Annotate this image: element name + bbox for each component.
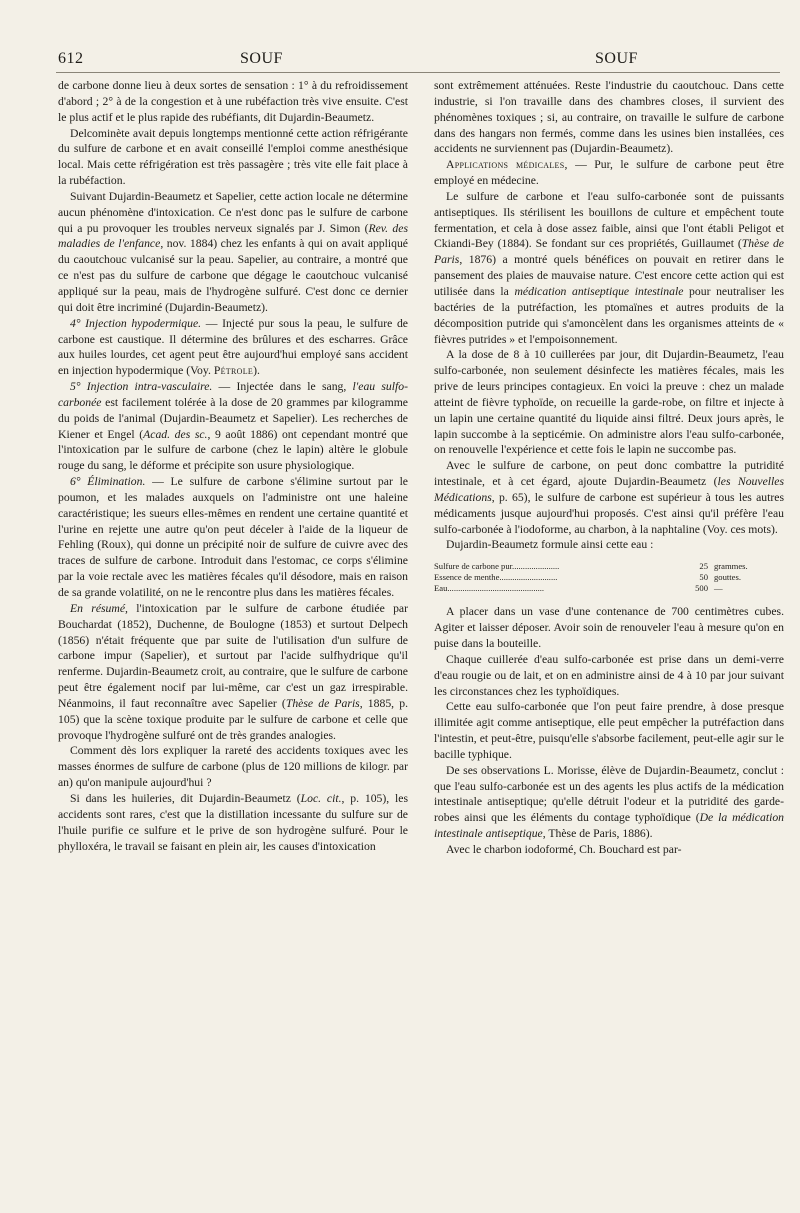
formula-row: Eau............................................. 500 — [434, 583, 723, 594]
running-head-left: SOUF [240, 50, 283, 67]
section-title: Applications médicales, [446, 158, 568, 172]
section-applications-medicales: Applications médicales, — Pur, le sulfure de carbone peut être employé en médecine. [434, 158, 784, 188]
paragraph: Chaque cuillerée d'eau sulfo-carbonée est prise dans un demi-verre d'eau rougie ou de lait, et on en administre ainsi de 4 à 10 par jour suivant les circonstances chez les typhoïdiques. [434, 652, 784, 698]
section-elimination: 6° Élimination. — Le sulfure de carbone s'élimine surtout par le poumon, et les malades auxquels on l'administre ont une haleine caractéristique; les sueurs elles-mêmes en rendent une certaine quantité et l'urine en rejette une autre qu'on peut déceler à l'aide de la liqueur de Fehling (Roux), qui donne un précipité noir de sulfure de cuivre avec des traces de sulfure de carbone. Introduit dans l'estomac, ce corps s'élimine par la voie rectale avec les matières fécales qu'il désodore, mais en raison de sa grande volatilité, on ne le rencontre plus dans les matières fécales. [58, 475, 408, 599]
section-title: 5° Injection intra-vasculaire. [70, 380, 213, 394]
formula-row: Essence de menthe........................... 50 gouttes. [434, 572, 741, 583]
section-injection-intra-vasculaire: 5° Injection intra-vasculaire. — Injectée dans le sang, l'eau sulfo-carbonée est facilement tolérée à la dose de 20 grammes par kilogramme du poids de l'animal (Dujardin-Beaumetz et Sapelier). Les recherches de Kiener et Engel (Acad. des sc., 9 août 1886) ont cependant montré que l'intoxication par le sulfure de carbone (chez le lapin) altère le globule rouge du sang, le déforme et précipite son usure physiologique. [58, 380, 408, 473]
paragraph: Si dans les huileries, dit Dujardin-Beaumetz (Loc. cit., p. 105), les accidents sont rares, c'est que la distillation incessante du sulfure sur de l'huile purifie ce sulfure et le prive de son hydrogène sulfuré. Pour le phylloxéra, le travail se faisant en plein air, les causes d'intoxication [58, 791, 409, 853]
section-injection-hypodermique: 4° Injection hypodermique. — Injecté pur sous la peau, le sulfure de carbone est caustique. Il détermine des brûlures et des escharres. Grâce aux huiles lourdes, cet agent peut être aujourd'hui employé sans accident en injection hypodermique (Voy. Pétrole). [58, 316, 408, 378]
formula-table [434, 561, 784, 594]
right-column [434, 78, 784, 858]
page-number: 612 [58, 50, 84, 67]
paragraph: Le sulfure de carbone et l'eau sulfo-carbonée sont de puissants antiseptiques. Ils stérilisent les bouillons de culture et empêchent toute fermentation, et cela à dose assez faible, ainsi que l'ont établi Peligot et Ckiandi-Bey (1884). Se fondant sur ces propriétés, Guillaumet (Thèse de Paris, 1876) a montré quels bénéfices on pouvait en retirer dans le pansement des plaies de mauvaise nature. C'est encore cette action qui est utilisée dans la médication antiseptique intestinale pour neutraliser les bactéries de la putréfaction, les ptomaïnes et autres produits de la décomposition putride qui s'amoncèlent dans les organismes atteints de « fièvres putrides » et l'empoisonnement. [434, 189, 784, 346]
paragraph: Dujardin-Beaumetz formule ainsi cette eau : [446, 538, 654, 552]
section-title: 6° Élimination. [70, 475, 146, 489]
paragraph: Cette eau sulfo-carbonée que l'on peut faire prendre, à dose presque illimitée agit comme antiseptique, elle peut empêcher la putréfaction dans l'intestin, et peut-être, puisqu'elle s'absorbe facilement, peut-elle agir sur le bacille typhique. [434, 700, 784, 761]
paragraph: Avec le sulfure de carbone, on peut donc combattre la putridité intestinale, et à cet égard, ajoute Dujardin-Beaumetz (les Nouvelles Médications, p. 65), le sulfure de carbone est supérieur à tous les autres médicaments jusque aujourd'hui proposés. C'est ainsi qu'il préfère l'eau sulfo-carbonée à l'iodoforme, au charbon, à la naphtaline (Voy. ces mots). [434, 459, 784, 536]
formula-row: Sulfure de carbone pur...................... 25 grammes. [434, 561, 748, 572]
paragraph: A placer dans un vase d'une contenance de 700 centimètres cubes. Agiter et laisser déposer. Avoir soin de renouveler l'eau à mesure qu'on en puise dans la bouteille. [434, 605, 784, 650]
section-resume: En résumé, l'intoxication par le sulfure de carbone étudiée par Bouchardat (1852), Duchenne, de Boulogne (1853) et surtout Delpech (1856) n'était fréquente que par suite de l'utilisation d'un sulfure de carbone impur (Sapelier), et surtout par l'acide sulfhydrique qu'il renferme. Dujardin-Beaumetz croit, au contraire, que le sulfure de carbone peut être également nocif par lui-même, car c'est un gaz irrespirable. Néanmoins, il faut reconnaître avec Sapelier (Thèse de Paris, 1885, p. 105) que la scène toxique produite par le sulfure de carbone et celle que provoque l'hydrogène sulfuré ont de très grandes analogies. [58, 601, 408, 742]
running-head-right: SOUF [595, 50, 638, 67]
paragraph: Comment dès lors expliquer la rareté des accidents toxiques avec les masses énormes de sulfure de carbone (plus de 120 millions de kilogr. par an) qu'on manipule aujourd'hui ? [58, 744, 408, 790]
paragraph: Delcominète avait depuis longtemps mentionné cette action réfrigérante du sulfure de carbone et en avait conseillé l'emploi comme anesthésique local. Mais cette réfrigération est très passagère ; très vite elle fait place à la rubéfaction. [58, 126, 408, 188]
left-column [58, 78, 408, 854]
paragraph: Avec le charbon iodoformé, Ch. Bouchard est par- [446, 842, 682, 856]
paragraph: A la dose de 8 à 10 cuillerées par jour, dit Dujardin-Beaumetz, l'eau sulfo-carbonée, non seulement désinfecte les matières fécales, mais les prive de leurs principes contagieux. En voici la preuve : chez un malade atteint de fièvre typhoïde, on recueille la garde-robe, on filtre et injecte à un lapin une certaine quantité du liquide ainsi filtré. Deux jours après, le lapin succombe à la septicémie. On administre alors l'eau sulfo-carbonée, on renouvelle l'expérience et cette fois le lapin ne succombe pas. [434, 348, 784, 457]
section-title: En résumé, [70, 601, 128, 615]
header-rule [56, 72, 780, 73]
paragraph: Suivant Dujardin-Beaumetz et Sapelier, cette action locale ne détermine aucun phénomène d'intoxication. Ce n'est donc pas le sulfure de carbone qui a pu provoquer les troubles nerveux signalés par J. Simon (Rev. des maladies de l'enfance, nov. 1884) chez les enfants à qui on avait appliqué du caoutchouc vulcanisé sur la peau. Sapelier, au contraire, a montré que ce n'est pas du sulfure de carbone que dégage le caoutchouc vulcanisé appliqué sur la peau, mais de l'hydrogène sulfuré. C'est donc ce dernier qui doit être incriminé (Dujardin-Beaumetz). [58, 189, 408, 314]
paragraph: de carbone donne lieu à deux sortes de sensation : 1° à du refroidissement d'abord ; 2° à de la congestion et à une rubéfaction très vive ensuite. C'est le plus actif et le plus rapide des rubéfiants, dit Dujardin-Beaumetz. [58, 79, 408, 124]
paragraph: sont extrêmement atténuées. Reste l'industrie du caoutchouc. Dans cette industrie, si l'on travaille dans des chambres closes, il survient des phénomènes toxiques ; si, au contraire, on travaille le sulfure de carbone dans des hangars non fermés, comme dans les usines bien installées, ces accidents ne surviennent pas (Dujardin-Beaumetz). [434, 79, 784, 156]
section-title: 4° Injection hypodermique. [70, 316, 202, 330]
paragraph: De ses observations L. Morisse, élève de Dujardin-Beaumetz, conclut : que l'eau sulfo-carbonée est un des agents les plus actifs de la médication intestinale antiseptique; qu'elle détruit l'odeur et la putridité des garde-robes ainsi que les éléments du contage typhoïdique (De la médication intestinale antiseptique, Thèse de Paris, 1886). [434, 763, 785, 841]
